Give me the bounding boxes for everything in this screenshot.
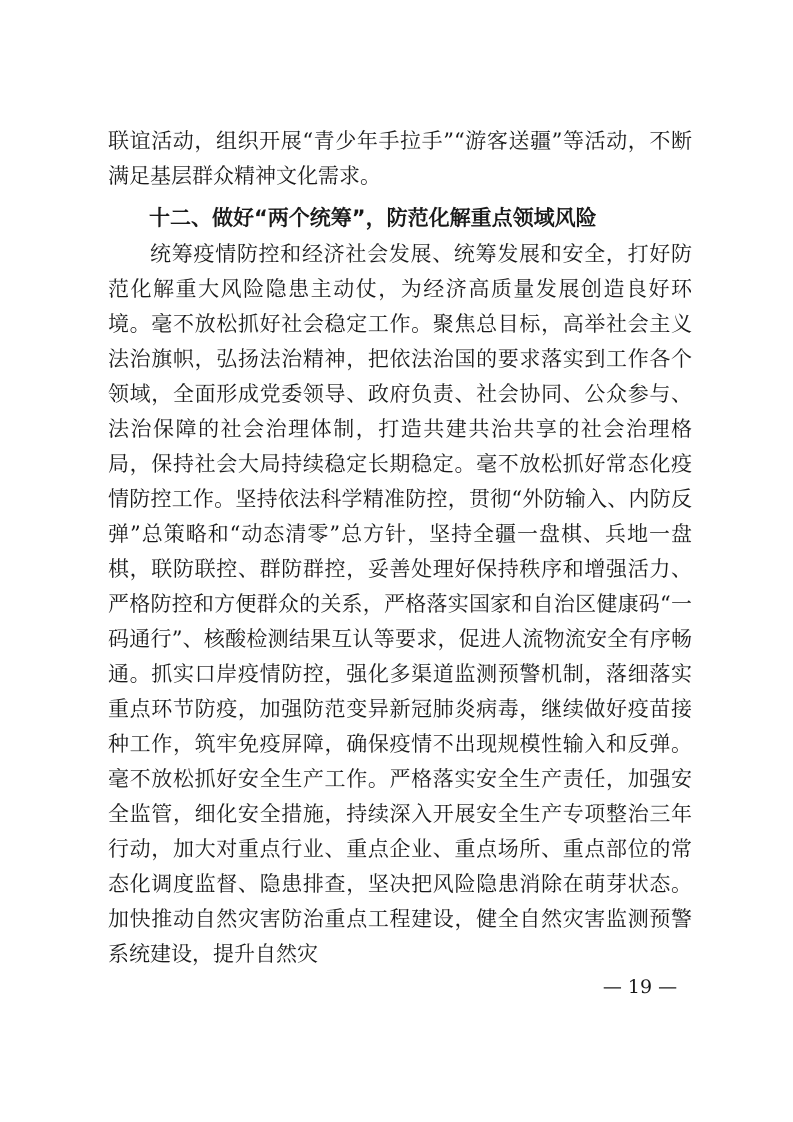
page-number: — 19 — bbox=[602, 976, 678, 998]
body-paragraph: 统筹疫情防控和经济社会发展、统筹发展和安全，打好防范化解重大风险隐患主动仗，为经济高质量发展创造良好环境。毫不放松抓好社会稳定工作。聚焦总目标，高举社会主义法治旗帜，弘扬法治精神，把依法治国的要求落实到工作各个领域，全面形成党委领导、政府负责、社会协同、公众参与、法治保障的社会治理体制，打造共建共治共享的社会治理格局，保持社会大局持续稳定长期稳定。毫不放松抓好常态化疫情防控工作。坚持依法科学精准防控，贯彻“外防输入、内防反弹”总策略和“动态清零”总方针，坚持全疆一盘棋、兵地一盘棋，联防联控、群防群控，妥善处理好保持秩序和增强活力、严格防控和方便群众的关系，严格落实国家和自治区健康码“一码通行”、核酸检测结果互认等要求，促进人流物流安全有序畅通。抓实口岸疫情防控，强化多渠道监测预警机制，落细落实重点环节防疫，加强防范变异新冠肺炎病毒，继续做好疫苗接种工作，筑牢免疫屏障，确保疫情不出现规模性输入和反弹。毫不放松抓好安全生产工作。严格落实安全生产责任，加强安全监管，细化安全措施，持续深入开展安全生产专项整治三年行动，加大对重点行业、重点企业、重点场所、重点部位的常态化调度监督、隐患排查，坚决把风险隐患消除在萌芽状态。加快推动自然灾害防治重点工程建设，健全自然灾害监测预警系统建设，提升自然灾 bbox=[108, 242, 692, 966]
section-heading: 十二、做好“两个统筹”，防范化解重点领域风险 bbox=[149, 206, 597, 230]
continuation-paragraph: 联谊活动，组织开展“青少年手拉手”“游客送疆”等活动，不断满足基层群众精神文化需求。 bbox=[108, 129, 692, 188]
